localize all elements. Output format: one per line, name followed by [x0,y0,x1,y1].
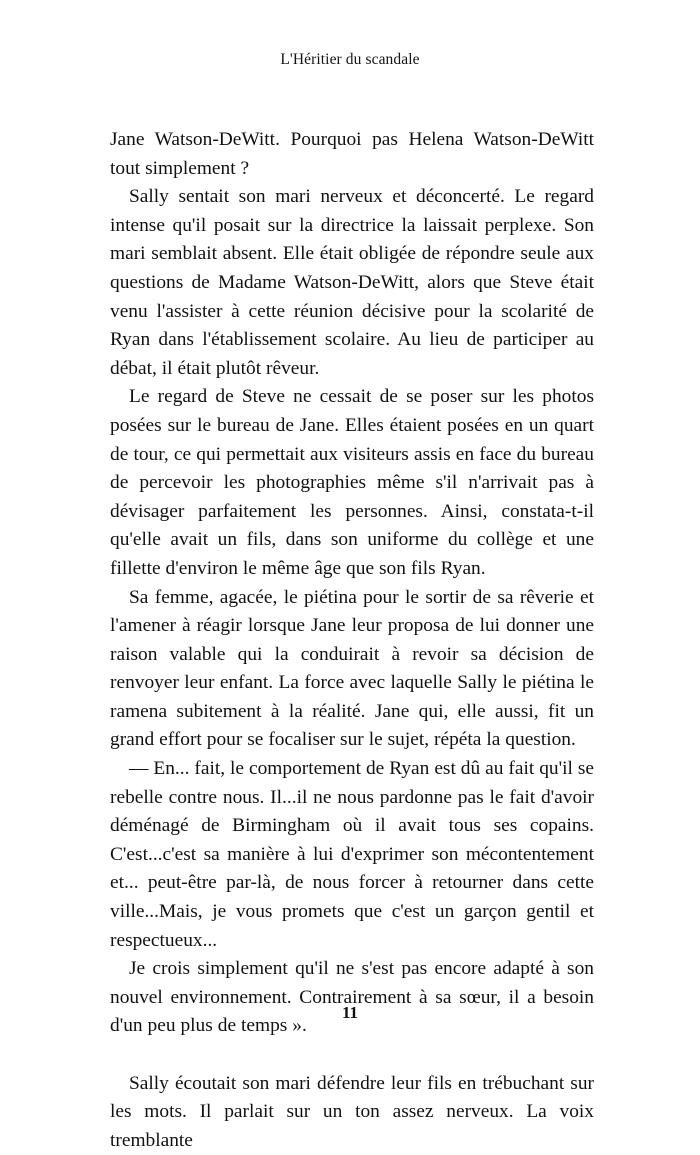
paragraph: Le regard de Steve ne cessait de se poser sur les photos posées sur le bureau de Jane. Elles étaient posées en un quart de tour, ce qui permettait aux visiteurs assis en face du bureau de percevoir les photographies même s'il n'arrivait pas à dévisager parfaitement les personnes. Ainsi, constata-t-il qu'elle avait un fils, dans son uniforme du collège et une fillette d'environ le même âge que son fils Ryan. [110,386,594,579]
paragraph: Je crois simplement qu'il ne s'est pas encore adapté à son nouvel environnement. Contrairement à sa sœur, il a besoin d'un peu plus de temps ». [110,958,594,1037]
body-text-block [110,126,594,1155]
paragraph: Sally écoutait son mari défendre leur fils en trébuchant sur les mots. Il parlait sur un ton assez nerveux. La voix tremblante [110,1072,594,1151]
paragraph: Sa femme, agacée, le piétina pour le sortir de sa rêverie et l'amener à réagir lorsque Jane leur proposa de lui donner une raison valable qui la conduirait à revoir sa décision de renvoyer leur enfant. La force avec laquelle Sally le piétina le ramena subitement à la réalité. Jane qui, elle aussi, fit un grand effort pour se focaliser sur le sujet, répéta la question. [110,586,594,751]
running-head: L'Héritier du scandale [280,51,420,68]
paragraph: Sally sentait son mari nerveux et déconcerté. Le regard intense qu'il posait sur la directrice la laissait perplexe. Son mari semblait absent. Elle était obligée de répondre seule aux questions de Madame Watson-DeWitt, alors que Steve était venu l'assister à cette réunion décisive pour la scolarité de Ryan dans l'établissement scolaire. Au lieu de participer au débat, il était plutôt rêveur. [110,186,594,379]
paragraph: — En... fait, le comportement de Ryan est dû au fait qu'il se rebelle contre nous. Il...il ne nous pardonne pas le fait d'avoir déménagé de Birmingham où il avait tous ses copains. C'est...c'est sa manière à lui d'exprimer son mécontentement et... peut-être par-là, de nous forcer à retourner dans cette ville...Mais, je vous promets que c'est un garçon gentil et respectueux... [110,758,594,951]
page-number: 11 [341,1003,359,1022]
paragraph: Jane Watson-DeWitt. Pourquoi pas Helena Watson-DeWitt tout simplement ? [110,129,594,179]
